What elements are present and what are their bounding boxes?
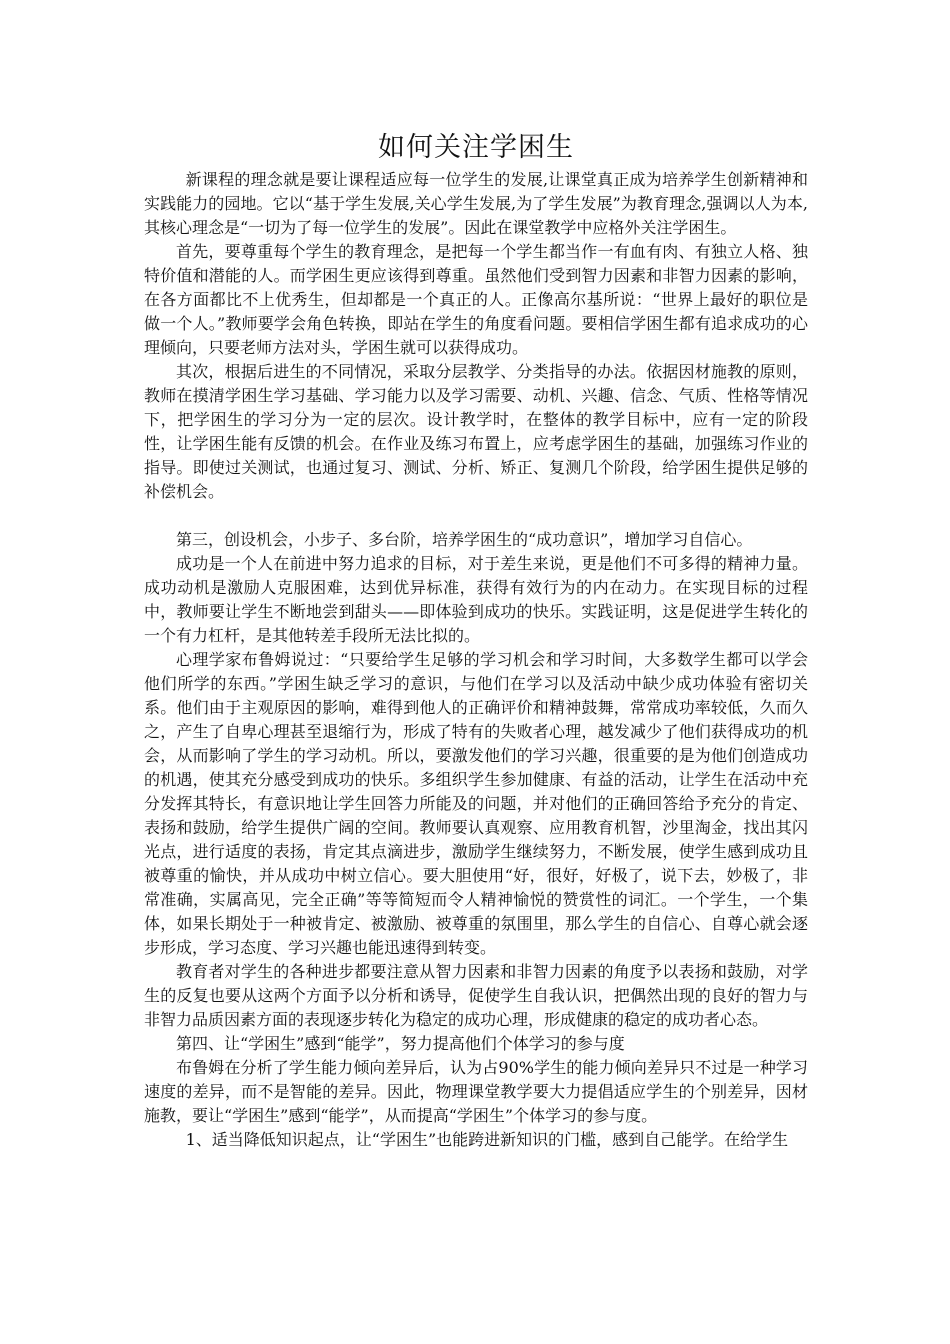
paragraph-third-heading: 第三，创设机会，小步子、多台阶，培养学困生的“成功意识”，增加学习自信心。 bbox=[176, 530, 753, 549]
paragraph-second-point: 其次，根据后进生的不同情况，采取分层教学、分类指导的办法。依据因材施教的原则，教师在摸清学困生学习基础、学习能力以及学习需要、动机、兴趣、信念、气质、性格等情况下，把学困生的学习分为一定的层次。设计教学时，在整体的教学目标中，应有一定的阶段性，让学困生能有反馈的机会。在作业及练习布置上，应考虑学困生的基础，加强练习作业的指导。即使过关测试，也通过复习、测试、分析、矫正、复测几个阶段，给学困生提供足够的补偿机会。 bbox=[144, 362, 808, 501]
blank-line bbox=[144, 504, 808, 528]
paragraph-intro: 新课程的理念就是要让课程适应每一位学生的发展,让课堂真正成为培养学生创新精神和实践能力的园地。它以“基于学生发展,关心学生发展,为了学生发展”为教育理念,强调以人为本,其核心理念是“一切为了每一位学生的发展”。因此在课堂教学中应格外关注学困生。 bbox=[144, 170, 808, 237]
paragraph-success-motivation: 成功是一个人在前进中努力追求的目标，对于差生来说，更是他们不可多得的精神力量。成功动机是激励人克服困难，达到优异标准，获得有效行为的内在动力。在实现目标的过程中，教师要让学生不断地尝到甜头——即体验到成功的快乐。实践证明，这是促进学生转化的一个有力杠杆，是其他转差手段所无法比拟的。 bbox=[144, 554, 808, 645]
paragraph-educator-praise: 教育者对学生的各种进步都要注意从智力因素和非智力因素的角度予以表扬和鼓励，对学生的反复也要从这两个方面予以分析和诱导，促使学生自我认识，把偶然出现的良好的智力与非智力品质因素方面的表现逐步转化为稳定的成功心理，形成健康的稳定的成功者心态。 bbox=[144, 962, 808, 1029]
paragraph-bloom-quote: 心理学家布鲁姆说过：“只要给学生足够的学习机会和学习时间，大多数学生都可以学会他们所学的东西。”学困生缺乏学习的意识，与他们在学习以及活动中缺少成功体验有密切关系。他们由于主观原因的影响，难得到他人的正确评价和精神鼓舞，常常成功率较低，久而久之，产生了自卑心理甚至退缩行为，形成了特有的失败者心理，越发减少了他们获得成功的机会，从而影响了学生的学习动机。所以，要激发他们的学习兴趣，很重要的是为他们创造成功的机遇，使其充分感受到成功的快乐。多组织学生参加健康、有益的活动，让学生在活动中充分发挥其特长，有意识地让学生回答力所能及的问题，并对他们的正确回答给予充分的肯定、表扬和鼓励，给学生提供广阔的空间。教师要认真观察、应用教育机智，沙里淘金，找出其闪光点，进行适度的表扬，肯定其点滴进步，激励学生继续努力，不断发展，使学生感到成功且被尊重的愉快，并从成功中树立信心。要大胆使用“好，很好，好极了，说下去，妙极了，非常准确，实属高见，完全正确”等等简短而令人精神愉悦的赞赏性的词汇。一个学生，一个集体，如果长期处于一种被肯定、被激励、被尊重的氛围里，那么学生的自信心、自尊心就会逐步形成，学习态度、学习兴趣也能迅速得到转变。 bbox=[144, 650, 808, 957]
paragraph-fourth-heading: 第四、让“学困生”感到“能学”，努力提高他们个体学习的参与度 bbox=[176, 1034, 625, 1053]
paragraph-first-point: 首先，要尊重每个学生的教育理念，是把每一个学生都当作一有血有肉、有独立人格、独特价值和潜能的人。而学困生更应该得到尊重。虽然他们受到智力因素和非智力因素的影响，在各方面都比不上优秀生，但却都是一个真正的人。正像高尔基所说：“世界上最好的职位是做一个人。”教师要学会角色转换，即站在学生的角度看问题。要相信学困生都有追求成功的心理倾向，只要老师方法对头，学困生就可以获得成功。 bbox=[144, 242, 808, 357]
paragraph-bloom-analysis: 布鲁姆在分析了学生能力倾向差异后，认为占90%学生的能力倾向差异只不过是一种学习速度的差异，而不是智能的差异。因此，物理课堂教学要大力提倡适应学生的个别差异，因材施教，要让“学困生”感到“能学”，从而提高“学困生”个体学习的参与度。 bbox=[144, 1058, 808, 1125]
paragraph-item-1: 1、适当降低知识起点，让“学困生”也能跨进新知识的门槛，感到自己能学。在给学生 bbox=[185, 1130, 789, 1149]
document-title: 如何关注学困生 bbox=[378, 132, 574, 163]
document-page bbox=[144, 128, 808, 1152]
